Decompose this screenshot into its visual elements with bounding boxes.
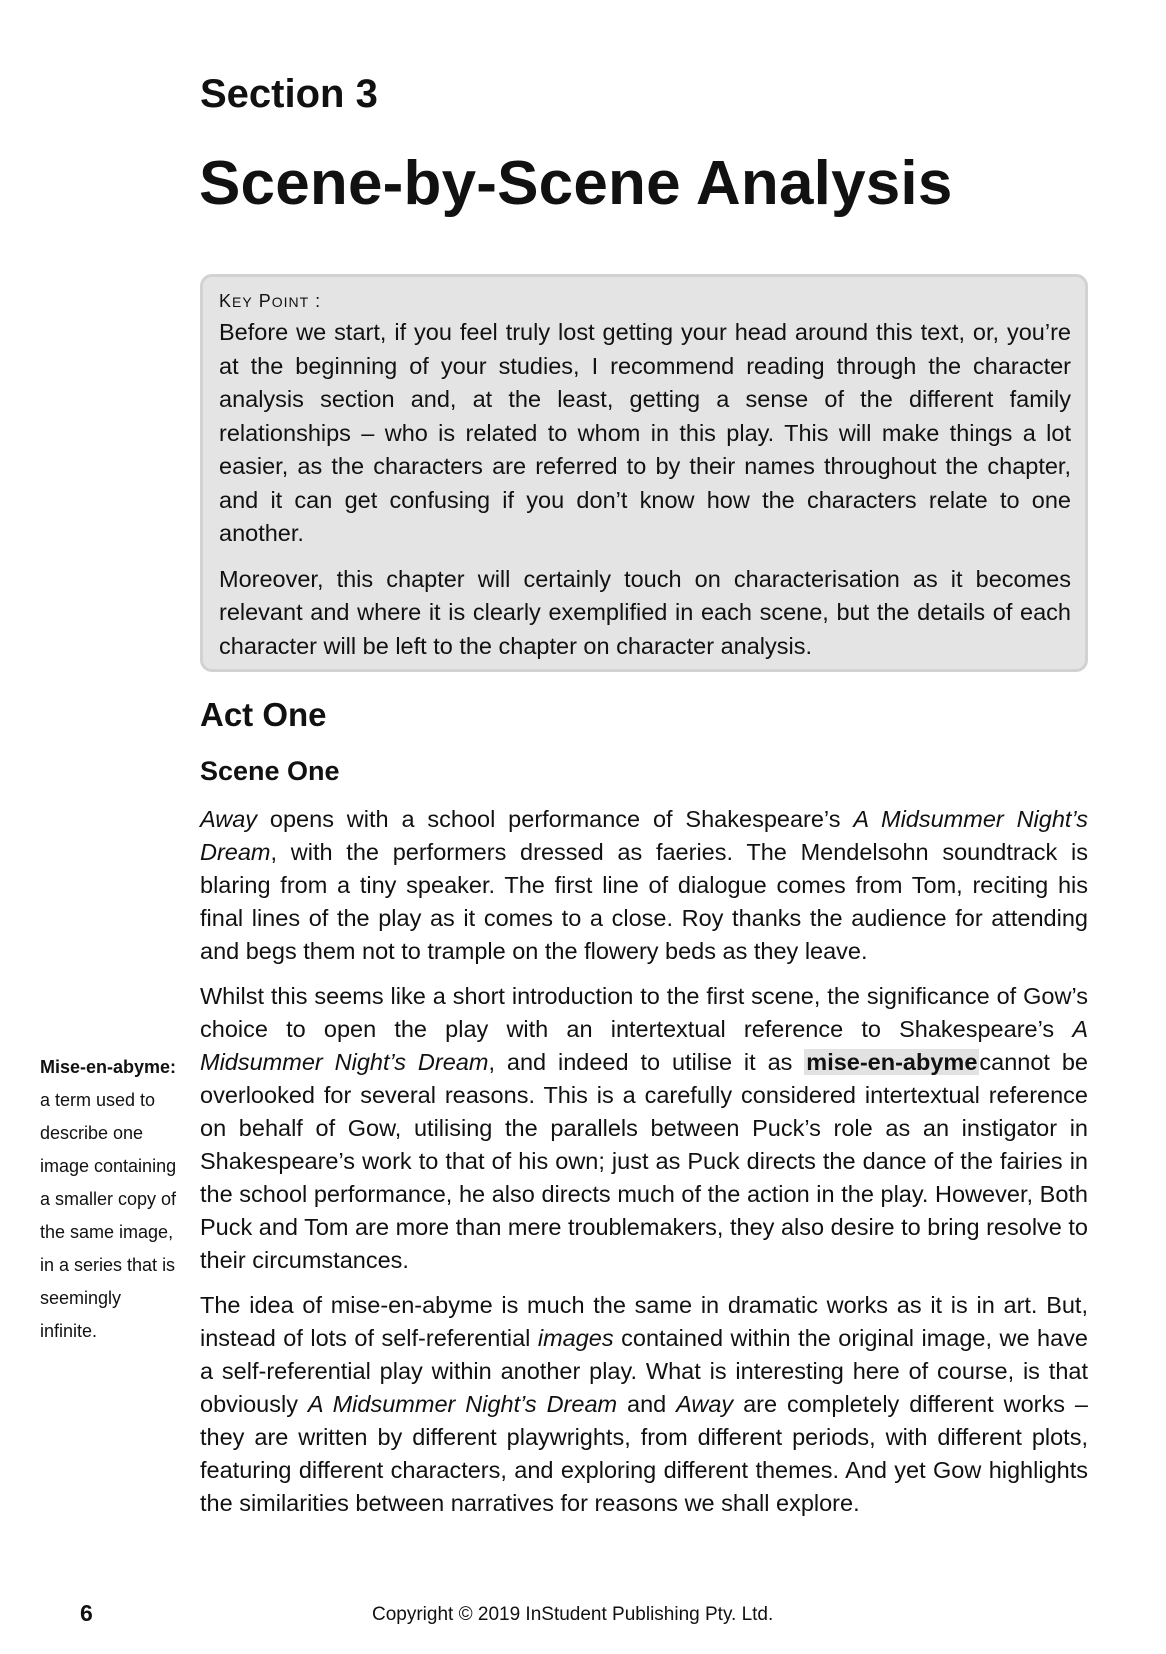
section-label: Section 3 [200,72,378,116]
body-paragraph: Away opens with a school performance of Shakespeare’s A Midsummer Night’s Dream, with the performers dressed as faeries. The Mendelsohn soundtrack is blaring from a tiny speaker. The first line of dialogue comes from Tom, reciting his final lines of the play as it comes to a close. Roy thanks the audience for attending and begs them not to trample on the flowery beds as they leave. [200,806,1088,964]
glossary-term: Mise-en-abyme: [40,1057,177,1077]
page-number: 6 [80,1600,93,1626]
key-point-paragraph: Moreover, this chapter will certainly touch on characterisation as it becomes relevant and where it is clearly exemplified in each scene, but the details of each character will be left to the chapter on character analysis. [219,565,1071,659]
key-point-paragraph: Before we start, if you feel truly lost getting your head around this text, or, you’re at the beginning of your studies, I recommend reading through the character analysis section and, at the least, getting a sense of the different family relationships – who is related to whom in this play. This will make things a lot easier, as the characters are referred to by their names throughout the chapter, and it can get confusing if you don’t know how the characters relate to one another. [219,319,1071,546]
act-heading: Act One [200,696,327,733]
body-paragraph: The idea of mise-en-abyme is much the same in dramatic works as it is in art. But, instead of lots of self-referential images contained within the original image, we have a self-referential play within another play. What is interesting here of course, is that obviously A Midsummer Night’s Dream and Away are completely different works – they are written by different playwrights, from different periods, with different plots, featuring different characters, and exploring different themes. And yet Gow highlights the similarities between narratives for reasons we shall explore. [200,1292,1089,1516]
page-title: Scene-by-Scene Analysis [199,149,953,218]
glossary-sidenote [40,1051,180,1348]
body-paragraph: Whilst this seems like a short introduction to the first scene, the significance of Gow’s choice to open the play with an intertextual reference to Shakespeare’s A Midsummer Night’s Dream, and indeed to utilise it as mise-en-abymecannot be overlooked for several reasons. This is a carefully considered intertextual reference on behalf of Gow, utilising the parallels between Puck’s role as an instigator in Shakespeare’s work to that of his own; just as Puck directs the dance of the fairies in the school performance, he also directs much of the action in the play. However, Both Puck and Tom are more than mere troublemakers, they also desire to bring resolve to their circumstances. [200,983,1088,1273]
body-text [200,803,1088,1532]
copyright-notice: Copyright © 2019 InStudent Publishing Pty. Ltd. [372,1604,774,1625]
glossary-term-highlight: mise-en-abyme [806,1049,978,1075]
scene-heading: Scene One [200,756,340,786]
glossary-definition: a term used to describe one image containing a smaller copy of the same image, in a series that is seemingly infinite. [40,1090,177,1341]
key-point-box [200,274,1088,672]
key-point-label: KEY POINT : [219,291,322,311]
